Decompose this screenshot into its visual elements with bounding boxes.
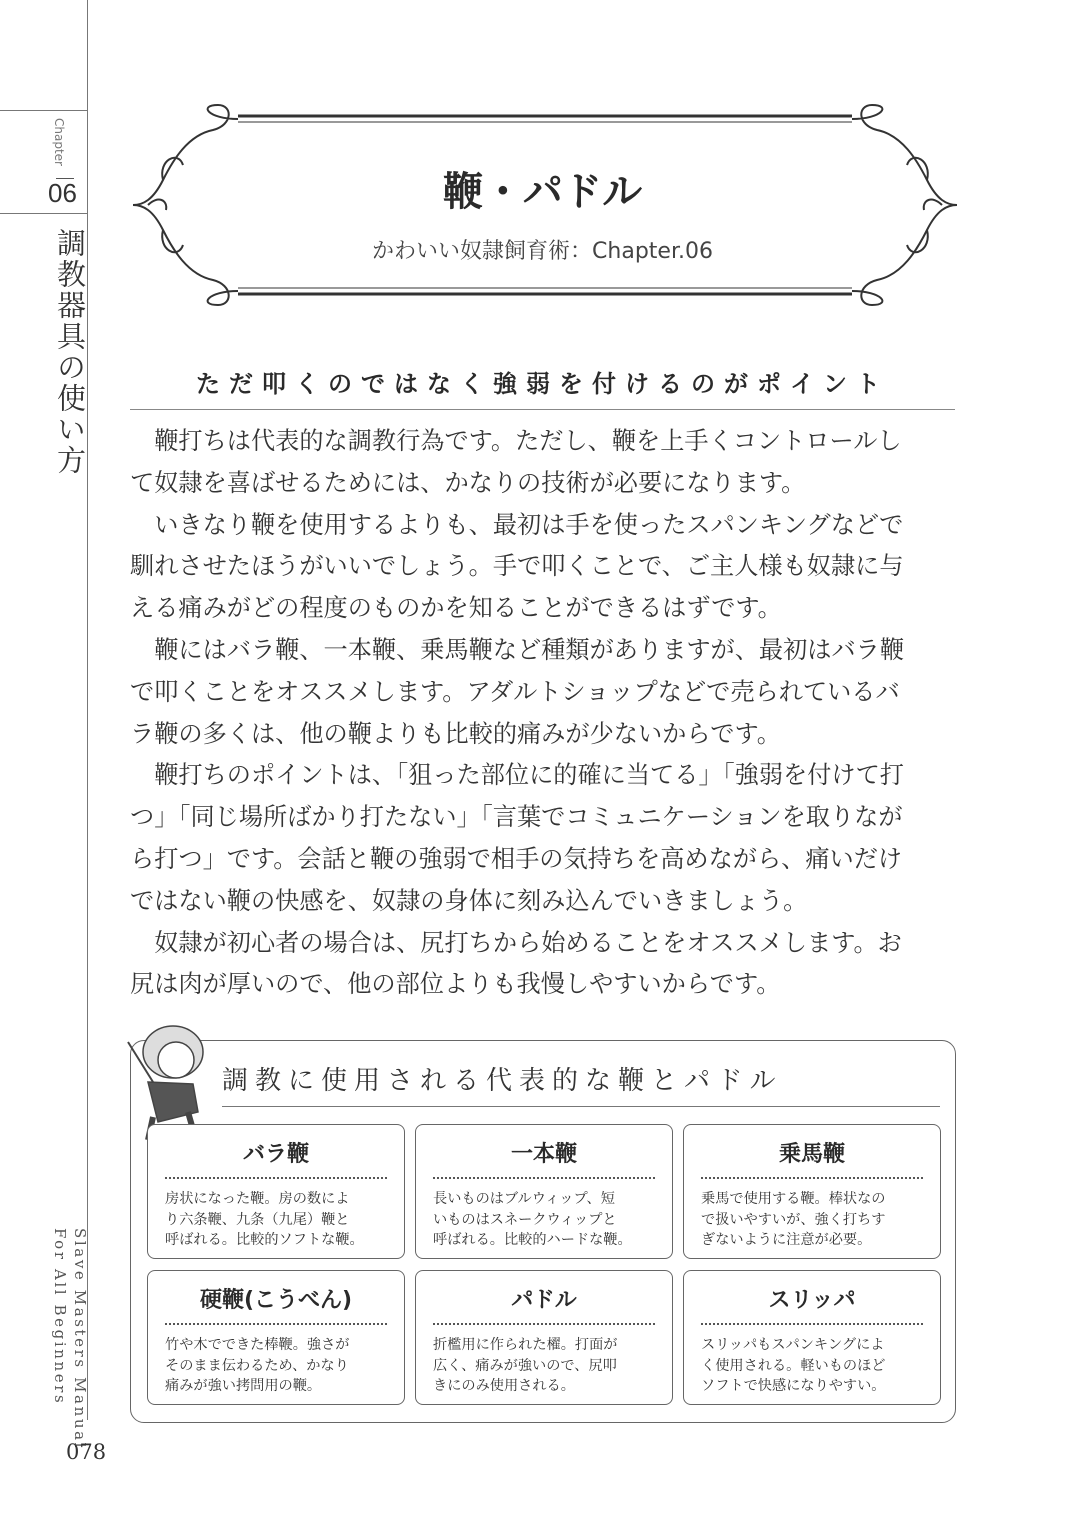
section-title: 調教器具の使い方 (53, 228, 87, 476)
card-title: 乗馬鞭 (778, 1142, 845, 1167)
card-bara-muchi (147, 1124, 405, 1259)
dotted-divider (165, 1323, 387, 1325)
card-description: 竹や木でできた棒鞭。強さが そのまま伝わるため、かなり 痛みが強い拷問用の鞭。 (165, 1337, 350, 1394)
card-description: 乗馬で使用する鞭。棒状なの で扱いやすいが、強く打ちす ぎないように注意が必要。 (701, 1191, 886, 1248)
body-line: ら打つ」です。会話と鞭の強弱で相手の気持ちを高めながら、痛いだけ (130, 844, 903, 873)
book-title (50, 1228, 90, 1450)
chapter-label: Chapter (52, 118, 66, 166)
page-title: 鞭・パドル (442, 169, 643, 215)
body-line: つ」「同じ場所ばかり打たない」「言葉でコミュニケーションを取りなが (130, 803, 903, 832)
sidebar-rule-top (0, 110, 88, 111)
dotted-divider (165, 1177, 387, 1179)
card-description: 折檻用に作られた櫂。打面が 広く、痛みが強いので、尻叩 きにのみ使用される。 (433, 1337, 618, 1394)
dotted-divider (433, 1177, 655, 1179)
card-description: 長いものはブルウィップ、短 いものはスネークウィップと 呼ばれる。比較的ハードな鞭。 (433, 1191, 632, 1248)
card-title: 一本鞭 (510, 1142, 577, 1167)
card-ippon-muchi (415, 1124, 673, 1259)
article-body (130, 421, 960, 1006)
dotted-divider (701, 1177, 923, 1179)
body-line: 鞭にはバラ鞭、一本鞭、乗馬鞭など種類がありますが、最初はバラ鞭 (130, 635, 905, 664)
body-line: 馴れさせたほうがいいでしょう。手で叩くことで、ご主人様も奴隷に与 (130, 552, 904, 581)
panel-rule (222, 1106, 940, 1107)
body-line: 鞭打ちのポイントは、「狙った部位に的確に当てる」「強弱を付けて打 (130, 761, 904, 790)
card-kouben (147, 1270, 405, 1405)
body-line: ラ鞭の多くは、他の鞭よりも比較的痛みが少ないからです。 (130, 719, 781, 748)
card-title: パドル (511, 1288, 577, 1313)
card-description: スリッパもスパンキングによ く使用される。軽いものほど ソフトで快感になりやすい。 (701, 1337, 886, 1394)
chapter-number: 06 (48, 178, 77, 208)
card-jouba-muchi (683, 1124, 941, 1259)
card-title: バラ鞭 (242, 1142, 309, 1167)
panel-title: 調教に使用される代表的な鞭とパドル (222, 1066, 783, 1096)
body-line: ではない鞭の快感を、奴隷の身体に刻み込んでいきましょう。 (130, 886, 808, 915)
book-title-line2: For All Beginners (51, 1228, 69, 1406)
body-line: で叩くことをオススメします。アダルトショップなどで売られているバ (130, 677, 900, 706)
card-paddle (415, 1270, 673, 1405)
body-line: いきなり鞭を使用するよりも、最初は手を使ったスパンキングなどで (130, 510, 904, 539)
card-title: スリッパ (768, 1288, 856, 1313)
page-subtitle: かわいい奴隷飼育術：Chapter.06 (372, 239, 713, 264)
card-description: 房状になった鞭。房の数によ り六条鞭、九条（九尾）鞭と 呼ばれる。比較的ソフトな鞭。 (165, 1191, 364, 1248)
body-line: て奴隷を喜ばせるためには、かなりの技術が必要になります。 (130, 468, 806, 497)
body-line: える痛みがどの程度のものかを知ることができるはずです。 (130, 594, 782, 623)
mascot-illustration (118, 1012, 218, 1142)
body-line: 尻は肉が厚いので、他の部位よりも我慢しやすいからです。 (130, 970, 781, 999)
book-title-line1: Slave Masters Manual (71, 1228, 89, 1451)
heading-rule (130, 409, 955, 410)
dotted-divider (433, 1323, 655, 1325)
body-line: 奴隷が初心者の場合は、尻打ちから始めることをオススメします。お (130, 928, 902, 957)
page-number: 078 (66, 1440, 107, 1464)
body-line: 鞭打ちは代表的な調教行為です。ただし、鞭を上手くコントロールし (130, 427, 902, 455)
sidebar-rule-bottom (0, 213, 88, 214)
card-slipper (683, 1270, 941, 1405)
dotted-divider (701, 1323, 923, 1325)
card-title: 硬鞭(こうべん) (199, 1288, 353, 1313)
article-heading: ただ叩くのではなく強弱を付けるのがポイント (196, 370, 889, 398)
